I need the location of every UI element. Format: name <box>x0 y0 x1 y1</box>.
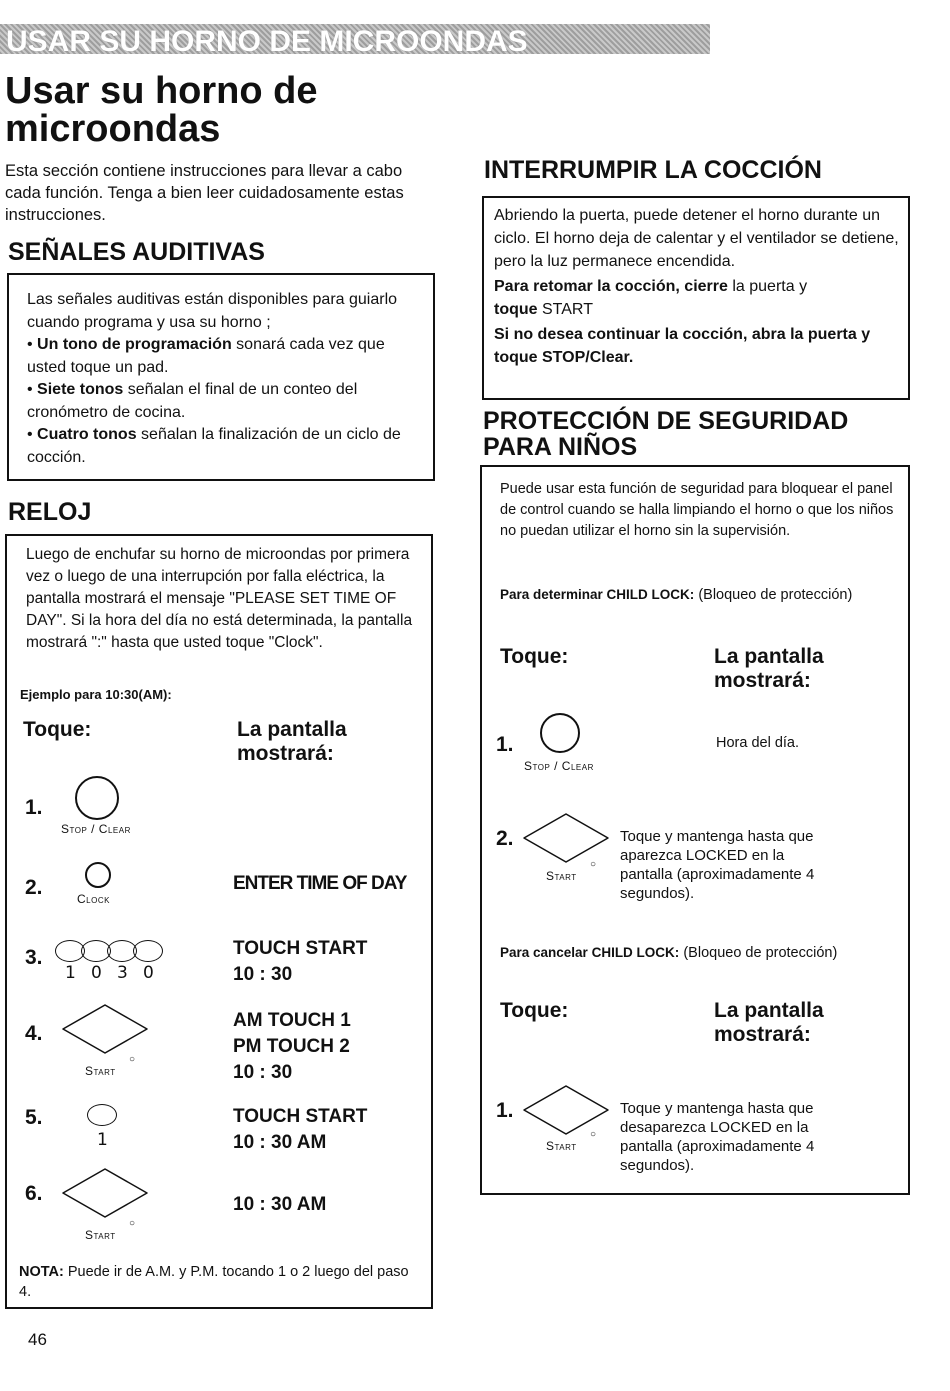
reloj-pantalla-heading: La pantalla mostrará: <box>237 718 347 765</box>
digit: 3 <box>117 963 128 983</box>
senales-lead: Las señales auditivas están disponibles para guiarlo cuando programa y usa su horno ; <box>27 291 398 331</box>
step-number: 2. <box>496 827 514 850</box>
start-label: Start <box>546 869 577 883</box>
page-number: 46 <box>28 1330 47 1349</box>
proteccion-determinar: Para determinar CHILD LOCK: (Bloqueo de protección) <box>500 587 853 603</box>
proteccion-box <box>480 465 910 1195</box>
senales-bullet: • Un tono de programación sonará cada vez que usted toque un pad. <box>27 336 385 376</box>
senales-bullet: • Siete tonos señalan el final de un conteo del cronómetro de cocina. <box>27 381 358 421</box>
clock-pad[interactable] <box>85 862 111 888</box>
start-pad[interactable] <box>520 1083 612 1137</box>
reloj-text: Luego de enchufar su horno de microondas por primera vez o luego de una interrupción por falla eléctrica, la pantalla mostrará el mensaje "PLEASE SET TIME OF DAY". Si la hora del día no está determinada, la pantalla mostrará ":" hasta que usted toque "Clock". <box>26 546 413 651</box>
number-pad[interactable] <box>133 940 163 962</box>
lock-display-text: Toque y mantenga hasta que aparezca LOCKED en la pantalla (aproximadamente 4 segundos). <box>620 828 815 902</box>
step-number: 1. <box>496 1099 514 1122</box>
interrumpir-text <box>494 204 899 369</box>
interrumpir-box <box>482 196 910 400</box>
digit: 0 <box>143 963 154 983</box>
proteccion-text: Puede usar esta función de seguridad para bloquear el panel de control cuando se halla limpiando el horno o que los niños no puedan utilizar el horno sin la supervisión. <box>500 481 894 539</box>
display-time-am: 10 : 30 AM <box>233 1194 327 1215</box>
display-touch-start: TOUCH START <box>233 938 368 959</box>
start-pad[interactable] <box>59 1002 151 1056</box>
stop-clear-pad[interactable] <box>75 776 119 820</box>
proteccion-heading: PROTECCIÓN DE SEGURIDAD PARA NIÑOS <box>483 407 849 461</box>
interrumpir-heading: INTERRUMPIR LA COCCIÓN <box>484 156 822 184</box>
page-title: Usar su horno de microondas <box>5 70 318 150</box>
start-pad[interactable] <box>59 1166 151 1220</box>
clock-label: Clock <box>77 892 110 906</box>
display-hora-dia: Hora del día. <box>716 735 800 751</box>
banner-text: USAR SU HORNO DE MICROONDAS <box>6 25 528 58</box>
proteccion-pantalla-heading: La pantalla mostrará: <box>714 645 824 692</box>
start-label: Start <box>546 1139 577 1153</box>
proteccion-pantalla-heading: La pantalla mostrará: <box>714 999 824 1046</box>
senales-text <box>27 289 423 469</box>
nota-label: NOTA: <box>19 1264 64 1280</box>
digit-row <box>65 963 169 983</box>
proteccion-toque-heading: Toque: <box>500 999 569 1022</box>
reloj-heading: RELOJ <box>8 498 92 526</box>
display-time: 10 : 30 <box>233 964 293 985</box>
digit: 0 <box>91 963 102 983</box>
reloj-nota <box>19 1262 417 1302</box>
display-enter-time: ENTER TIME OF DAY <box>233 873 407 894</box>
step-number: 1. <box>25 796 43 819</box>
nota-text: Puede ir de A.M. y P.M. tocando 1 o 2 luego del paso 4. <box>19 1264 409 1300</box>
step-number: 2. <box>25 876 43 899</box>
start-pad[interactable] <box>520 811 612 865</box>
step-number: 3. <box>25 946 43 969</box>
interrumpir-para: Abriendo la puerta, puede detener el horno durante un ciclo. El horno deja de calentar y el ventilador se detiene, pero la luz permanece encendida. <box>494 207 899 270</box>
step-number: 5. <box>25 1106 43 1129</box>
start-label: Start <box>85 1228 116 1242</box>
senales-box <box>7 273 435 481</box>
display-time-am: 10 : 30 AM <box>233 1132 327 1153</box>
reloj-toque-heading: Toque: <box>23 718 92 741</box>
display-touch-start: TOUCH START <box>233 1106 368 1127</box>
proteccion-cancelar: Para cancelar CHILD LOCK: (Bloqueo de protección) <box>500 945 838 961</box>
unlock-display-text: Toque y mantenga hasta que desaparezca LOCKED en la pantalla (aproximadamente 4 segundos). <box>620 1100 815 1174</box>
display-time: 10 : 30 <box>233 1062 293 1083</box>
stop-clear-label: Stop / Clear <box>524 759 594 773</box>
interrumpir-para: Si no desea continuar la cocción, abra la puerta y toque STOP/Clear. <box>494 326 871 366</box>
step-number: 1. <box>496 733 514 756</box>
senales-bullet: • Cuatro tonos señalan la finalización de un ciclo de cocción. <box>27 426 401 466</box>
digit: 1 <box>97 1130 108 1150</box>
lock-icon: ○ <box>129 1218 136 1229</box>
stop-clear-pad[interactable] <box>540 713 580 753</box>
digit: 1 <box>65 963 76 983</box>
display-pm: PM TOUCH 2 <box>233 1036 350 1057</box>
intro-text: Esta sección contiene instrucciones para llevar a cabo cada función. Tenga a bien leer cuidadosamente estas instrucciones. <box>5 162 404 224</box>
lock-icon: ○ <box>590 1129 597 1140</box>
reloj-box <box>5 534 433 1309</box>
start-label: Start <box>85 1064 116 1078</box>
lock-icon: ○ <box>590 859 597 870</box>
section-banner <box>0 24 710 58</box>
number-pad[interactable] <box>87 1104 117 1126</box>
reloj-example: Ejemplo para 10:30(AM): <box>20 687 172 702</box>
senales-heading: SEÑALES AUDITIVAS <box>8 238 265 266</box>
lock-icon: ○ <box>129 1054 136 1065</box>
step-number: 4. <box>25 1022 43 1045</box>
interrumpir-para: Para retomar la cocción, cierre la puerta y toque START <box>494 278 808 318</box>
proteccion-toque-heading: Toque: <box>500 645 569 668</box>
step-number: 6. <box>25 1182 43 1205</box>
display-am: AM TOUCH 1 <box>233 1010 351 1031</box>
stop-clear-label: Stop / Clear <box>61 822 131 836</box>
